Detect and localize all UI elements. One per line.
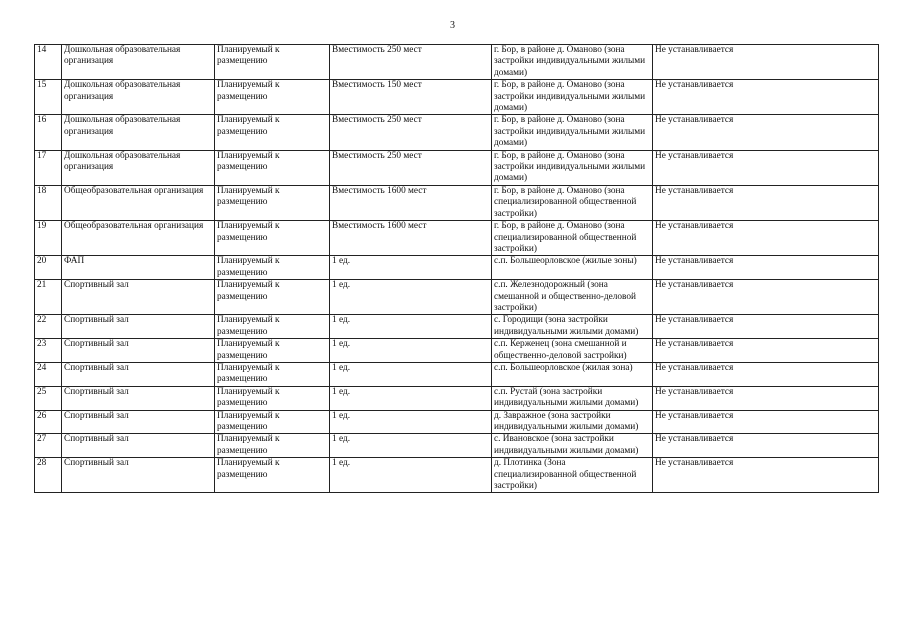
table-row bbox=[35, 280, 879, 315]
facility-name-cell: Спортивный зал bbox=[62, 386, 215, 410]
capacity-cell: Вместимость 250 мест bbox=[330, 150, 492, 185]
row-number-cell: 17 bbox=[35, 150, 62, 185]
status-cell: Планируемый к размещению bbox=[215, 115, 330, 150]
table-row bbox=[35, 362, 879, 386]
location-cell: г. Бор, в районе д. Оманово (зона специализированной общественной застройки) bbox=[492, 221, 653, 256]
protection-zone-cell: Не устанавливается bbox=[653, 386, 879, 410]
facility-name-cell: Спортивный зал bbox=[62, 339, 215, 363]
location-cell: г. Бор, в районе д. Оманово (зона застройки индивидуальными жилыми домами) bbox=[492, 45, 653, 80]
location-cell: г. Бор, в районе д. Оманово (зона специализированной общественной застройки) bbox=[492, 185, 653, 220]
status-cell: Планируемый к размещению bbox=[215, 150, 330, 185]
location-cell: д. Завражное (зона застройки индивидуальными жилыми домами) bbox=[492, 410, 653, 434]
facility-name-cell: Общеобразовательная организация bbox=[62, 185, 215, 220]
capacity-cell: 1 ед. bbox=[330, 458, 492, 493]
capacity-cell: 1 ед. bbox=[330, 434, 492, 458]
table-row bbox=[35, 315, 879, 339]
row-number-cell: 28 bbox=[35, 458, 62, 493]
location-cell: д. Плотинка (Зона специализированной общественной застройки) bbox=[492, 458, 653, 493]
facility-name-cell: Спортивный зал bbox=[62, 410, 215, 434]
table-row bbox=[35, 150, 879, 185]
facilities-table bbox=[34, 44, 879, 493]
status-cell: Планируемый к размещению bbox=[215, 280, 330, 315]
location-cell: с. Городищи (зона застройки индивидуальными жилыми домами) bbox=[492, 315, 653, 339]
location-cell: с. Ивановское (зона застройки индивидуальными жилыми домами) bbox=[492, 434, 653, 458]
facility-name-cell: Дошкольная образовательная организация bbox=[62, 80, 215, 115]
table-row bbox=[35, 339, 879, 363]
row-number-cell: 24 bbox=[35, 362, 62, 386]
status-cell: Планируемый к размещению bbox=[215, 80, 330, 115]
location-cell: с.п. Железнодорожный (зона смешанной и общественно-деловой застройки) bbox=[492, 280, 653, 315]
facility-name-cell: Спортивный зал bbox=[62, 362, 215, 386]
capacity-cell: 1 ед. bbox=[330, 362, 492, 386]
row-number-cell: 22 bbox=[35, 315, 62, 339]
status-cell: Планируемый к размещению bbox=[215, 185, 330, 220]
status-cell: Планируемый к размещению bbox=[215, 315, 330, 339]
protection-zone-cell: Не устанавливается bbox=[653, 185, 879, 220]
row-number-cell: 27 bbox=[35, 434, 62, 458]
protection-zone-cell: Не устанавливается bbox=[653, 256, 879, 280]
table-row bbox=[35, 221, 879, 256]
facility-name-cell: Спортивный зал bbox=[62, 458, 215, 493]
table-row bbox=[35, 115, 879, 150]
facility-name-cell: Дошкольная образовательная организация bbox=[62, 45, 215, 80]
protection-zone-cell: Не устанавливается bbox=[653, 150, 879, 185]
capacity-cell: Вместимость 250 мест bbox=[330, 115, 492, 150]
location-cell: г. Бор, в районе д. Оманово (зона застройки индивидуальными жилыми домами) bbox=[492, 80, 653, 115]
location-cell: с.п. Большеорловское (жилая зона) bbox=[492, 362, 653, 386]
protection-zone-cell: Не устанавливается bbox=[653, 221, 879, 256]
row-number-cell: 20 bbox=[35, 256, 62, 280]
status-cell: Планируемый к размещению bbox=[215, 362, 330, 386]
protection-zone-cell: Не устанавливается bbox=[653, 458, 879, 493]
table-row bbox=[35, 434, 879, 458]
capacity-cell: 1 ед. bbox=[330, 256, 492, 280]
location-cell: г. Бор, в районе д. Оманово (зона застройки индивидуальными жилыми домами) bbox=[492, 150, 653, 185]
protection-zone-cell: Не устанавливается bbox=[653, 362, 879, 386]
table-row bbox=[35, 410, 879, 434]
facility-name-cell: Спортивный зал bbox=[62, 280, 215, 315]
protection-zone-cell: Не устанавливается bbox=[653, 410, 879, 434]
row-number-cell: 16 bbox=[35, 115, 62, 150]
location-cell: г. Бор, в районе д. Оманово (зона застройки индивидуальными жилыми домами) bbox=[492, 115, 653, 150]
location-cell: с.п. Рустай (зона застройки индивидуальными жилыми домами) bbox=[492, 386, 653, 410]
protection-zone-cell: Не устанавливается bbox=[653, 434, 879, 458]
status-cell: Планируемый к размещению bbox=[215, 256, 330, 280]
capacity-cell: Вместимость 150 мест bbox=[330, 80, 492, 115]
table-row bbox=[35, 256, 879, 280]
table-row bbox=[35, 45, 879, 80]
row-number-cell: 14 bbox=[35, 45, 62, 80]
row-number-cell: 21 bbox=[35, 280, 62, 315]
facility-name-cell: Спортивный зал bbox=[62, 434, 215, 458]
row-number-cell: 15 bbox=[35, 80, 62, 115]
row-number-cell: 25 bbox=[35, 386, 62, 410]
location-cell: с.п. Керженец (зона смешанной и общественно-деловой застройки) bbox=[492, 339, 653, 363]
facility-name-cell: Спортивный зал bbox=[62, 315, 215, 339]
row-number-cell: 26 bbox=[35, 410, 62, 434]
protection-zone-cell: Не устанавливается bbox=[653, 315, 879, 339]
table-row bbox=[35, 458, 879, 493]
status-cell: Планируемый к размещению bbox=[215, 339, 330, 363]
table-row bbox=[35, 185, 879, 220]
facility-name-cell: ФАП bbox=[62, 256, 215, 280]
capacity-cell: 1 ед. bbox=[330, 386, 492, 410]
row-number-cell: 23 bbox=[35, 339, 62, 363]
protection-zone-cell: Не устанавливается bbox=[653, 339, 879, 363]
capacity-cell: Вместимость 1600 мест bbox=[330, 185, 492, 220]
table-row bbox=[35, 80, 879, 115]
facilities-table-body bbox=[35, 45, 879, 493]
protection-zone-cell: Не устанавливается bbox=[653, 115, 879, 150]
facility-name-cell: Дошкольная образовательная организация bbox=[62, 115, 215, 150]
protection-zone-cell: Не устанавливается bbox=[653, 280, 879, 315]
capacity-cell: 1 ед. bbox=[330, 339, 492, 363]
status-cell: Планируемый к размещению bbox=[215, 434, 330, 458]
capacity-cell: 1 ед. bbox=[330, 280, 492, 315]
facility-name-cell: Дошкольная образовательная организация bbox=[62, 150, 215, 185]
protection-zone-cell: Не устанавливается bbox=[653, 80, 879, 115]
protection-zone-cell: Не устанавливается bbox=[653, 45, 879, 80]
status-cell: Планируемый к размещению bbox=[215, 410, 330, 434]
status-cell: Планируемый к размещению bbox=[215, 458, 330, 493]
row-number-cell: 18 bbox=[35, 185, 62, 220]
status-cell: Планируемый к размещению bbox=[215, 221, 330, 256]
capacity-cell: Вместимость 250 мест bbox=[330, 45, 492, 80]
capacity-cell: 1 ед. bbox=[330, 410, 492, 434]
status-cell: Планируемый к размещению bbox=[215, 386, 330, 410]
row-number-cell: 19 bbox=[35, 221, 62, 256]
capacity-cell: 1 ед. bbox=[330, 315, 492, 339]
page-number: 3 bbox=[450, 20, 455, 31]
table-row bbox=[35, 386, 879, 410]
facility-name-cell: Общеобразовательная организация bbox=[62, 221, 215, 256]
capacity-cell: Вместимость 1600 мест bbox=[330, 221, 492, 256]
status-cell: Планируемый к размещению bbox=[215, 45, 330, 80]
location-cell: с.п. Большеорловское (жилые зоны) bbox=[492, 256, 653, 280]
